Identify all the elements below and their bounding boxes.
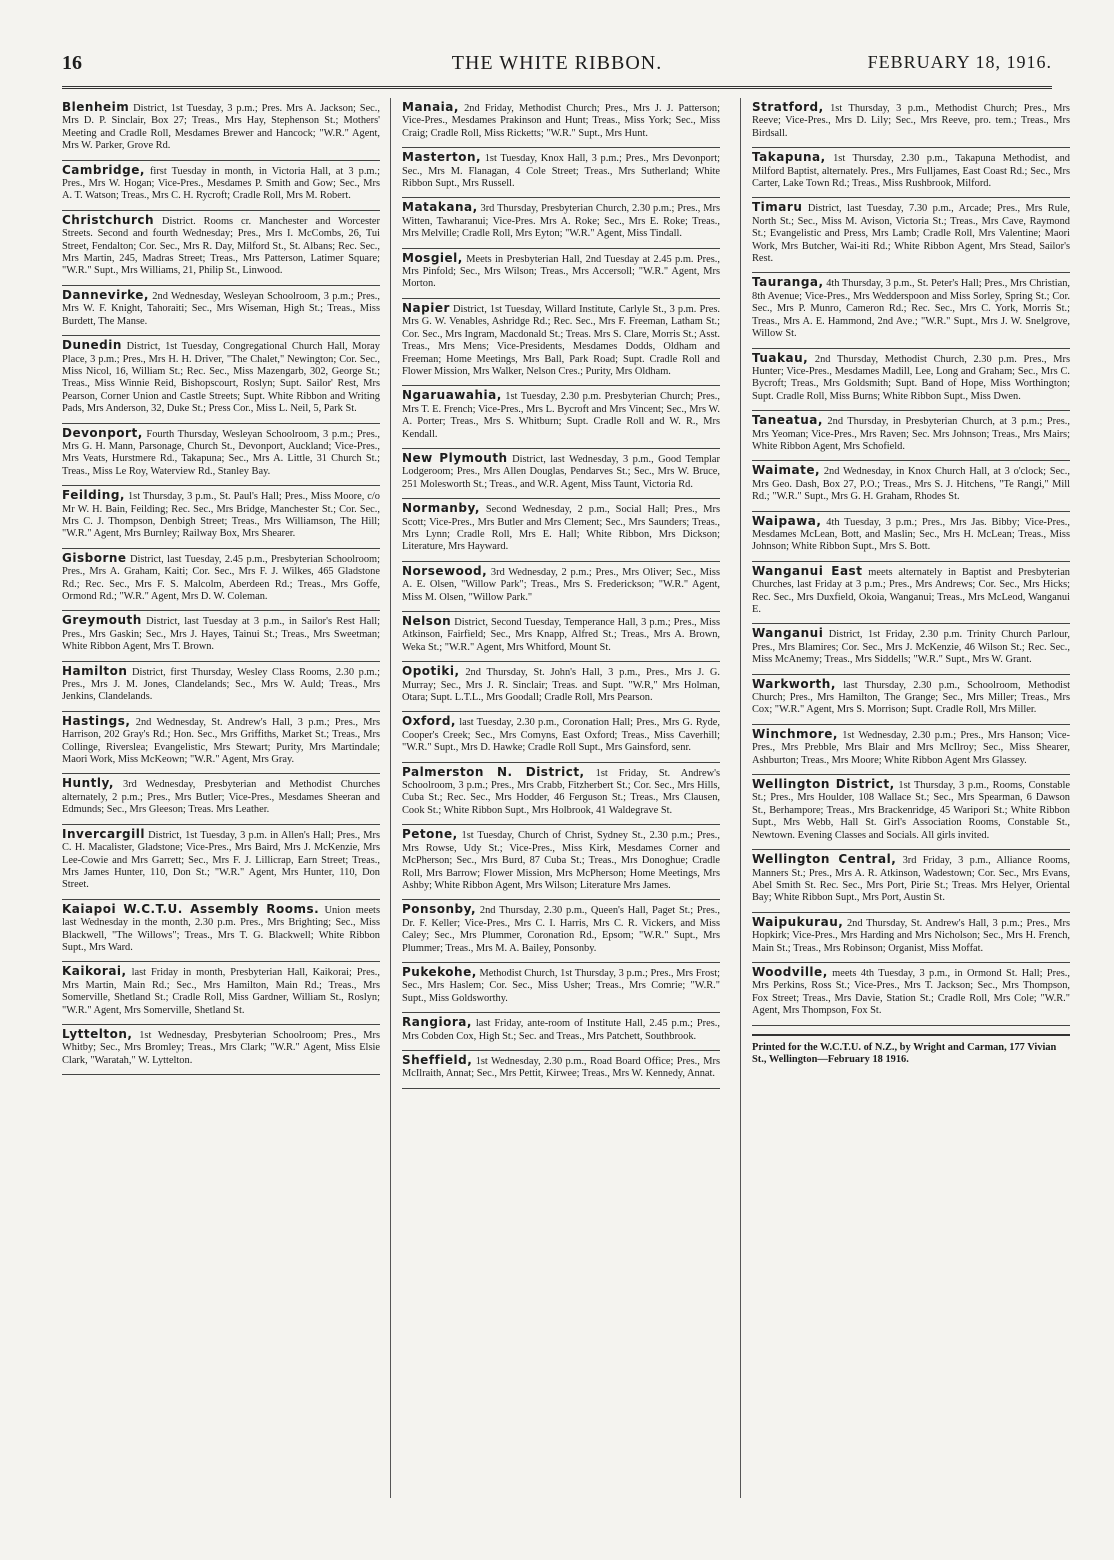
branch-entry: [402, 612, 720, 662]
branch-name: Wellington Central,: [752, 852, 897, 867]
branch-details: meets alternately in Baptist and Presbyterian Churches, last Friday at 3 p.m.; Pres., Mrs Andrews; Cor. Sec., Mrs Hicks; Rec. Sec., Mrs Duxfield, Okoia, Wanganui; Treas., Mrs McLeod, Wanganui E.: [752, 566, 1070, 615]
branch-entry: [752, 349, 1070, 412]
branch-name: Timaru: [752, 200, 803, 215]
branch-name: Normanby,: [402, 501, 480, 516]
branch-details: District, 1st Tuesday, 3 p.m.; Pres. Mrs A. Jackson; Sec., Mrs D. P. Sinclair, Box 27; Treas., Mrs Hay, Stephenson St.; Mothers' Meeting and Cradle Roll, Mesdames Brewer and Hancock; "W.R." Agent, Mrs W. Parker, Grove Rd.: [62, 103, 380, 152]
branch-details: 4th Tuesday, 3 p.m.; Pres., Mrs Jas. Bibby; Vice-Pres., Mesdames McLean, Bott, and Maslin; Sec., Mrs H. McLean; Treas., Miss Johnson; White Ribbon Supt., Mrs S. Bott.: [752, 516, 1070, 553]
branch-entry: [752, 850, 1070, 913]
branch-name: Blenheim: [62, 100, 130, 114]
branch-name: Waimate,: [752, 463, 821, 478]
branch-name: Napier: [402, 300, 450, 315]
branch-entry: [752, 562, 1070, 625]
branch-name: Wanganui: [752, 626, 824, 641]
branch-entry: [752, 624, 1070, 674]
branch-details: last Thursday, 2.30 p.m., Schoolroom, Methodist Church; Pres., Mrs Hamilton, The Grange; Sec., Mrs Miller; Treas., Mrs Cox; "W.R." Agent, Mrs S. Morrison; Supt. Cradle Roll, Mrs Miller.: [752, 679, 1070, 716]
columns: [62, 98, 1070, 1498]
branch-details: Union meets last Wednesday in the month, 2.30 p.m. Pres., Mrs Brighting; Sec., Miss Blackwell, "The Willows"; Treas., Mrs T. G. Blackwell; White Ribbon Supt., Mrs Ward.: [62, 904, 380, 953]
branch-name: Winchmore,: [752, 726, 838, 741]
branch-details: 1st Tuesday, Knox Hall, 3 p.m.; Pres., Mrs Devonport; Sec., Mrs M. Flanagan, 4 Cole Street; Treas., Mrs Sutherland; White Ribbon Supt., Mrs Russell.: [402, 153, 720, 190]
branch-entry: [752, 411, 1070, 461]
branch-details: 1st Thursday, 3 p.m., St. Paul's Hall; Pres., Miss Moore, c/o Mr W. H. Bain, Feilding; Rec. Sec., Mrs Bridge, Manchester St.; Cor. Sec., Mrs C. J. Thompson, Denbigh Street; Treas., Mrs Williamson, The Hill; "W.R." Agent, Mrs Burnley; Railway Box, Mrs Shearer.: [62, 491, 380, 540]
branch-entry: [402, 499, 720, 562]
branch-entry: [402, 449, 720, 499]
branch-details: District, 1st Tuesday, Congregational Church Hall, Moray Place, 3 p.m.; Pres., Mrs H. H. Driver, "The Chalet," Newington; Cor. Sec., Miss Nicol, 16, William St.; Rec. Sec., Miss Mazengarb, 302, George St.; Treas., Miss Winnie Reid, Bishopscourt, Roslyn; Supt. Sailor' Rest, Mrs Pearson, Corner Union and Castle Streets; Supt. White Ribbon and Writing Pads, Mrs Anderson, 32, Duke St.; Press Cor., Miss L. Neil, 5, Park St.: [62, 341, 380, 415]
branch-entry: [62, 962, 380, 1025]
branch-details: 2nd Wednesday, St. Andrew's Hall, 3 p.m.; Pres., Mrs Harrison, 202 Gray's Rd.; Hon. Sec., Mrs Griffiths, Market St.; Treas., Mrs Collinge, Riverslea; Evangelistic, Mrs Stewart; Purity, Mrs Martindale; Maori Work, Miss McKeown; "W.R." Agent, Mrs Gray.: [62, 716, 380, 766]
branch-entry: [62, 774, 380, 824]
branch-details: 1st Tuesday, 2.30 p.m. Presbyterian Church; Pres., Mrs T. E. French; Vice-Pres., Mrs L. Bycroft and Mrs Vincent; Sec., Mrs W. A. Porter; Treas., Mrs S. Whitburn; Supt. Cradle Roll and W. R., Mrs Kendall.: [402, 391, 720, 440]
branch-entry: [402, 963, 720, 1013]
branch-entry: [62, 424, 380, 487]
branch-name: Opotiki,: [402, 664, 460, 679]
branch-name: Masterton,: [402, 150, 482, 165]
branch-name: Ngaruawahia,: [402, 388, 502, 403]
branch-entry: [402, 562, 720, 612]
issue-date: FEBRUARY 18, 1916.: [867, 52, 1052, 72]
branch-details: District, first Thursday, Wesley Class Rooms, 2.30 p.m.; Pres., Mrs J. M. Jones, Clandelands; Sec., Mrs W. Auld; Treas., Mrs Jenkins, Clandelands.: [62, 666, 380, 703]
branch-entry: [402, 825, 720, 900]
branch-details: 2nd Friday, Methodist Church; Pres., Mrs J. J. Patterson; Vice-Pres., Mesdames Prakinson and Hunt; Treas., Miss York; Sec., Miss Craig; Cradle Roll, Miss Ricketts; "W.R." Supt., Mrs Hunt.: [402, 103, 720, 139]
branch-details: 4th Thursday, 3 p.m., St. Peter's Hall; Pres., Mrs Christian, 8th Avenue; Vice-Pres., Mrs Wedderspoon and Miss Sorley, Spring St.; Cor. Sec., Mrs P. Munro, Cameron Rd.; Rec. Sec., Mrs C. York, Morris St.; Treas., Mrs A. E. Hammond, 2nd Ave.; "W.R." Supt., Mrs J. W. Snelgrove, Willow St.: [752, 278, 1070, 340]
branch-entry: [402, 1051, 720, 1089]
branch-entry: [62, 1025, 380, 1075]
branch-details: District, last Tuesday, 7.30 p.m., Arcade; Pres., Mrs Rule, North St.; Sec., Miss M. Avison, Victoria St.; Treas., Mrs Cave, Raymond St.; Evangelistic and Press, Mrs Lamb; Cradle Roll, Mrs Valentine; Maori Work, Mrs Butcher, Wai-iti Rd.; White Ribbon Agent, Mrs Stead, Sailor's Rest.: [752, 203, 1070, 265]
branch-details: 2nd Wednesday, in Knox Church Hall, at 3 o'clock; Sec., Mrs Geo. Dash, Box 27, P.O.; Treas., Mrs S. J. Hitchens, "Te Rangi," Mill Rd.; "W.R." Supt., Mrs G. H. Graham, Rhodes St.: [752, 466, 1070, 503]
branch-name: Christchurch: [62, 212, 155, 227]
branch-name: Petone,: [402, 827, 458, 842]
branch-name: Rangiora,: [402, 1015, 472, 1030]
branch-details: 2nd Thursday, in Presbyterian Church, at 3 p.m.; Pres., Mrs Yeoman; Vice-Pres., Mrs Raven; Sec. Mrs Johnson; Treas., Mrs Mairs; White Ribbon Agent, Mrs Schofield.: [752, 416, 1070, 452]
page-number: 16: [62, 52, 82, 74]
branch-details: 1st Wednesday, 2.30 p.m., Road Board Office; Pres., Mrs McIlraith, Annat; Sec., Mrs Pettit, Kirwee; Treas., Mrs W. Kennedy, Annat.: [402, 1055, 720, 1080]
branch-details: 1st Friday, St. Andrew's Schoolroom, 3 p.m.; Pres., Mrs Crabb, Fitzherbert St.; Cor. Sec., Mrs Hills, Cuba St.; Rec. Sec., Mrs Hodder, 46 Ferguson St.; Treas., Mrs Clausen, Cook St.; White Ribbon Supt., Mrs Holbrook, 41 Waldegrave St.: [402, 767, 720, 816]
column-2: [402, 98, 720, 1498]
branch-details: 2nd Thursday, Methodist Church, 2.30 p.m. Pres., Mrs Hunter; Vice-Pres., Mesdames Madill, Lee, Long and Graham; Sec., Mrs C. Bycroft; Treas., Mrs Goldsmith; Supt. Band of Hope, Miss Worthington; Supt. Cradle Roll, Miss Burns; White Ribbon Supt., Miss Dwen.: [752, 353, 1070, 402]
branch-entry: [62, 486, 380, 549]
branch-entry: [62, 336, 380, 423]
branch-name: Sheffield,: [402, 1052, 473, 1067]
branch-details: first Tuesday in month, in Victoria Hall, at 3 p.m.; Pres., Mrs W. Hogan; Vice-Pres., Mesdames P. Smith and Gow; Sec., Mrs A. T. Watson; Treas., Mrs C. H. Rycroft; Cradle Roll, Mrs M. Robert.: [62, 165, 380, 202]
branch-entry: [62, 900, 380, 963]
branch-details: 1st Thursday, 3 p.m., Methodist Church; Pres., Mrs Reeve; Vice-Pres., Mrs D. Lily; Sec., Mrs Reeve, pro. tem.; Treas., Mrs Birdsall.: [752, 103, 1070, 139]
branch-details: Meets in Presbyterian Hall, 2nd Tuesday at 2.45 p.m. Pres., Mrs Pinfold; Sec., Mrs Wilson; Treas., Mrs Accersoll; "W.R." Agent, Mrs Morton.: [402, 253, 720, 290]
branch-details: 2nd Thursday, St. Andrew's Hall, 3 p.m.; Pres., Mrs Hopkirk; Vice-Pres., Mrs Harding and Mrs Nicholson; Sec., Mrs H. French, Main St.; Treas., Mrs Robinson; Organist, Miss Moffat.: [752, 917, 1070, 954]
branch-details: 2nd Thursday, 2.30 p.m., Queen's Hall, Paget St.; Pres., Dr. F. Keller; Vice-Pres., Mrs C. I. Harris, Mrs C. R. Vickers, and Miss Caley; Sec., Mrs Plummer, Coronation Rd., Epsom; "W.R." Supt., Mrs Plummer; Treas., Mrs M. A. Bailey, Ponsonby.: [402, 905, 720, 954]
branch-name: Invercargill: [62, 826, 145, 841]
branch-details: District, 1st Friday, 2.30 p.m. Trinity Church Parlour, Pres., Mrs Blamires; Cor. Sec., Mrs J. McKenzie, 46 Wilson St.; Rec. Sec., Miss McAnemy; Treas., Mrs Siddells; "W.R." Supt., Mrs W. Grant.: [752, 629, 1070, 666]
branch-details: Methodist Church, 1st Thursday, 3 p.m.; Pres., Mrs Frost; Sec., Mrs Haslem; Cor. Sec., Miss Usher; Treas., Mrs Comrie; "W.R." Supt., Miss Goldsworthy.: [402, 967, 720, 1004]
branch-entry: [402, 763, 720, 826]
branch-details: 1st Thursday, 3 p.m., Rooms, Constable St.; Pres., Mrs Houlder, 108 Wallace St.; Sec., Mrs Spearman, 6 Dawson St., Berhampore; Treas., Mrs Brackenridge, 45 Waripori St.; White Ribbon Supt., Mrs Webb, Hall St. Girl's Association Rooms, Constable St., Newtown. Evening Classes and Socials. All girls invited.: [752, 780, 1070, 841]
column-3-entries: [752, 98, 1070, 1026]
branch-name: Ponsonby,: [402, 902, 477, 917]
branch-details: District, last Tuesday at 3 p.m., in Sailor's Rest Hall; Pres., Mrs Gaskin; Sec., Mrs J. Hayes, Tainui St.; Treas., Mrs Sweetman; White Ribbon Agent, Mrs T. Brown.: [62, 616, 380, 653]
branch-details: 1st Wednesday, Presbyterian Schoolroom; Pres., Mrs Whitby; Sec., Mrs Bromley; Treas., Mrs Clark; "W.R." Agent, Miss Elsie Clark, "Waratah," W. Lyttelton.: [62, 1029, 380, 1066]
branch-entry: [752, 512, 1070, 562]
branch-name: Tauranga,: [752, 275, 824, 290]
branch-entry: [752, 198, 1070, 273]
branch-details: 3rd Wednesday, Presbyterian and Methodist Churches alternately, 2 p.m.; Pres., Mrs Butler; Vice-Pres., Mesdames Sheeran and Edmunds; Sec., Mrs Gleeson; Treas. Mrs Leather.: [62, 779, 380, 816]
branch-name: Cambridge,: [62, 162, 145, 177]
branch-details: Second Wednesday, 2 p.m., Social Hall; Pres., Mrs Scott; Vice-Pres., Mrs Butler and Mrs Clement; Sec., Mrs Saunders; Treas., Mrs Lynn; Cradle Roll, Mrs E. Hall; White Ribbon, Mrs Dickson; Literature, Mrs Hayward.: [402, 504, 720, 553]
branch-details: 2nd Wednesday, Wesleyan Schoolroom, 3 p.m.; Pres., Mrs W. F. Knight, Tahoraiti; Sec., Mrs Wiseman, High St.; Treas., Miss Burdett, The Manse.: [62, 290, 380, 327]
branch-entry: [402, 1013, 720, 1051]
branch-details: District, last Tuesday, 2.45 p.m., Presbyterian Schoolroom; Pres., Mrs A. Graham, Kaiti; Cor. Sec., Mrs F. J. Wilkes, 465 Gladstone Rd.; Rec. Sec., Mrs F. S. Malcolm, Aberdeen Rd.; Treas., Mrs Goffe, Ormond Rd.; "W.R." Agent, Mrs D. W. Coleman.: [62, 553, 380, 602]
branch-entry: [752, 461, 1070, 511]
branch-name: Wellington District,: [752, 777, 895, 792]
branch-details: last Friday in month, Presbyterian Hall, Kaikorai; Pres., Mrs Martin, Main Rd.; Sec., Mrs Hamilton, Main Rd.; Treas., Mrs Somerville, Shetland St.; Cradle Roll, Miss Gardner, William St., Roslyn; "W.R." Agent, Mrs Somerville, Shetland St.: [62, 967, 380, 1016]
branch-name: Dannevirke,: [62, 287, 149, 302]
branch-name: Hamilton: [62, 663, 128, 678]
branch-details: last Tuesday, 2.30 p.m., Coronation Hall; Pres., Mrs G. Ryde, Cooper's Creek; Sec., Mrs Comyns, East Oxford; Treas., Miss Caverhill; "W.R." Supt., Mrs D. Hawke; Cradle Roll Supt., Mrs Gainsford, senr.: [402, 717, 720, 754]
branch-name: Tuakau,: [752, 350, 809, 365]
branch-entry: [402, 299, 720, 386]
branch-entry: [402, 148, 720, 198]
branch-details: 2nd Thursday, St. John's Hall, 3 p.m., Pres., Mrs J. G. Murray; Sec., Mrs J. R. Sinclair; Treas. and Supt. "W.R," Mrs Holman, Otara; Supt. L.T.L., Mrs Goodall; Cradle Roll, Mrs Pearson.: [402, 667, 720, 704]
branch-name: Dunedin: [62, 338, 122, 353]
branch-entry: [752, 675, 1070, 725]
branch-name: Devonport,: [62, 425, 143, 440]
column-1: [62, 98, 380, 1498]
branch-name: Greymouth: [62, 613, 142, 628]
masthead-rule: [62, 86, 1052, 89]
branch-name: Manaia,: [402, 100, 459, 114]
branch-name: Takapuna,: [752, 150, 826, 165]
branch-name: Waipawa,: [752, 513, 822, 528]
branch-details: District, last Wednesday, 3 p.m., Good Templar Lodgeroom; Pres., Mrs Allen Douglas, Pendarves St.; Sec., Mrs W. Bruce, 251 Molesworth St.; Treas., and W.R. Agent, Miss Taunt, Victoria Rd.: [402, 453, 720, 490]
branch-entry: [402, 198, 720, 248]
branch-name: Nelson: [402, 614, 452, 628]
branch-name: Huntly,: [62, 776, 114, 791]
branch-details: 1st Thursday, 2.30 p.m., Takapuna Methodist, and Milford Baptist, alternately. Pres., Mrs Fulljames, East Coast Rd.; Sec., Mrs Carter, Lake Town Rd.; Treas., Miss Rushbrook, Milford.: [752, 153, 1070, 190]
branch-name: Taneatua,: [752, 413, 823, 428]
branch-name: Hastings,: [62, 713, 131, 728]
branch-details: District, 1st Tuesday, 3 p.m. in Allen's Hall; Pres., Mrs C. H. Macalister, Gladstone; Vice-Pres., Mrs Baird, Mrs J. McKenzie, Mrs Lee-Cowie and Mrs Garrett; Sec., Mrs F. J. Lillicrap, Earn Street; Treas., Mrs James Hunter, 110, Don St.; "W.R." Agent, Mrs Hunter, 110, Don Street.: [62, 829, 380, 891]
branch-entry: [752, 273, 1070, 348]
branch-entry: [402, 900, 720, 963]
masthead: [62, 46, 1052, 82]
branch-name: Lyttelton,: [62, 1026, 133, 1041]
column-3: [752, 98, 1070, 1498]
branch-name: Palmerston N. District,: [402, 764, 585, 779]
branch-entry: [62, 549, 380, 612]
branch-name: Wanganui East: [752, 563, 863, 578]
branch-entry: [62, 286, 380, 336]
branch-name: Oxford,: [402, 714, 456, 729]
branch-entry: [62, 611, 380, 661]
branch-name: Norsewood,: [402, 563, 488, 578]
branch-details: 3rd Wednesday, 2 p.m.; Pres., Mrs Oliver; Sec., Miss A. E. Olsen, "Willow Park"; Treas., Mrs S. Frederickson; "W.R." Agent, Miss M. Olsen, "Willow Park.": [402, 566, 720, 603]
branch-name: Waipukurau,: [752, 914, 844, 929]
branch-entry: [402, 249, 720, 299]
branch-entry: [402, 712, 720, 762]
branch-details: 3rd Friday, 3 p.m., Alliance Rooms, Manners St.; Pres., Mrs A. R. Atkinson, Wadestown; Cor. Sec., Mrs Evans, Abel Smith St. Rec. Sec., Mrs Port, Pirie St.; Treas. Mrs Helyer, Oriental Bay; White Ribbon Supt., Mrs Port, Austin St.: [752, 855, 1070, 904]
branch-entry: [62, 161, 380, 211]
branch-entry: [62, 825, 380, 900]
branch-entry: [752, 98, 1070, 148]
printer-note: Printed for the W.C.T.U. of N.Z., by Wright and Carman, 177 Vivian St., Wellington—February 18 1916.: [752, 1034, 1070, 1067]
branch-entry: [402, 662, 720, 712]
branch-name: New Plymouth: [402, 450, 508, 465]
branch-name: Kaikorai,: [62, 964, 127, 979]
branch-name: Warkworth,: [752, 676, 836, 691]
branch-entry: [752, 913, 1070, 963]
branch-name: Gisborne: [62, 550, 127, 565]
branch-name: Woodville,: [752, 964, 828, 979]
branch-details: District, Second Tuesday, Temperance Hall, 3 p.m.; Pres., Miss Atkinson, Fairfield; Sec., Mrs Knapp, Alfred St.; Treas., Mrs A. Brown, Weka St.; "W.R." Agent, Mrs Whitford, Mount St.: [402, 617, 720, 653]
branch-entry: [752, 725, 1070, 775]
branch-details: last Friday, ante-room of Institute Hall, 2.45 p.m.; Pres., Mrs Cobden Cox, High St.; Sec. and Treas., Mrs Patchett, Southbrook.: [402, 1018, 720, 1042]
branch-entry: [62, 712, 380, 775]
branch-name: Pukekohe,: [402, 964, 477, 979]
branch-details: 1st Wednesday, 2.30 p.m.; Pres., Mrs Hanson; Vice-Pres., Mrs Prebble, Mrs Blair and Mrs McIlroy; Sec., Miss Shearer, Ashburton; Treas., Mrs Moore; White Ribbon Agent Mrs Glassey.: [752, 729, 1070, 766]
branch-entry: [402, 386, 720, 449]
newspaper-title: THE WHITE RIBBON.: [451, 52, 663, 74]
branch-entry: [62, 211, 380, 286]
branch-name: Mosgiel,: [402, 250, 463, 265]
branch-entry: [752, 963, 1070, 1026]
branch-entry: [62, 662, 380, 712]
branch-name: Matakana,: [402, 200, 478, 215]
branch-details: Fourth Thursday, Wesleyan Schoolroom, 3 p.m.; Pres., Mrs G. H. Mann, Parsonage, Church St., Devonport, Auckland; Vice-Pres., Mrs Veats, Hurstmere Rd., Takapuna; Sec., Mrs A. Little, 31 Church St.; Treas., Miss Le Roy, Waterview Rd., Stanley Bay.: [62, 428, 380, 477]
branch-name: Kaiapoi W.C.T.U. Assembly Rooms.: [62, 901, 320, 916]
branch-entry: [752, 148, 1070, 198]
branch-details: meets 4th Tuesday, 3 p.m., in Ormond St. Hall; Pres., Mrs Perkins, Ross St.; Vice-Pres., Mrs T. Jackson; Sec., Mrs Thompson, Fox Street; Treas., Mrs Davie, Station St.; Cradle Roll, Mrs Cole; "W.R." Agent, Mrs Thompson, Fox St.: [752, 967, 1070, 1017]
branch-details: 3rd Thursday, Presbyterian Church, 2.30 p.m.; Pres., Mrs Witten, Tawharanui; Vice-Pres. Mrs A. Roke; Sec., Mrs E. Roke; Treas., Mrs Melville; Cradle Roll, Mrs Eyton; "W.R." Agent, Miss Tindall.: [402, 203, 720, 240]
branch-details: District. Rooms cr. Manchester and Worcester Streets. Second and fourth Wednesday; Pres., Mrs I. McCombs, 26, Tui Street, Fendalton; Cor. Sec., Mrs R. Day, Milford St., St. Albans; Rec. Sec., Mrs Martin, 245, Madras Street; Treas., Mrs Patterson, Latimer Square; "W.R." Supt., Mrs Williams, 21, Philip St., Linwood.: [62, 215, 380, 277]
branch-entry: [62, 98, 380, 161]
branch-details: District, 1st Tuesday, Willard Institute, Carlyle St., 3 p.m. Pres. Mrs G. W. Venables, Ashridge Rd.; Rec. Sec., Mrs F. Freeman, Latham St.; Cor. Sec., Mrs Ingram, Macdonald St.; Treas. Mrs S. Clare, Morris St.; Asst. Treas., Mrs Mens; Vice-Presidents, Mesdames Dodds, Oldham and Freeman; Home Meetings, Mrs Ball, Park Road; Supt. Cradle Roll and Flower Mission, Mrs Walker, Nelson Cres.; Purity, Mrs Oldham.: [402, 303, 720, 377]
branch-entry: [752, 775, 1070, 850]
branch-name: Stratford,: [752, 100, 824, 114]
branch-entry: [402, 98, 720, 148]
branch-name: Feilding,: [62, 488, 125, 503]
branch-details: 1st Tuesday, Church of Christ, Sydney St., 2.30 p.m.; Pres., Mrs Rowse, Udy St.; Vice-Pres., Miss Kirk, Mesdames Corner and McPherson; Sec., Mrs Burd, 87 Cuba St.; Treas., Mrs Donoghue; Cradle Roll, Mrs Barrow; Flower Mission, Mrs McPherson; Home Meetings, Mrs Ashby; White Ribbon Agent, Mrs Wilson; Literature Mrs James.: [402, 830, 720, 891]
